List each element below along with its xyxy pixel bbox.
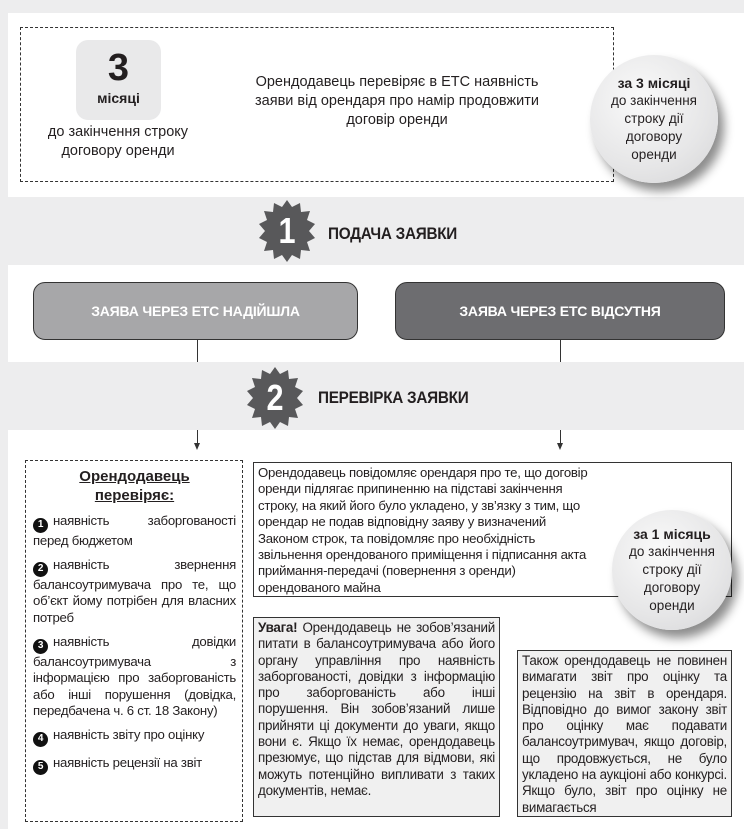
step1-star [259,200,315,262]
branch-received: ЗАЯВА ЧЕРЕЗ ЕТС НАДІЙШЛА [33,282,358,340]
attention-label: Увага! [258,620,298,635]
deadline-circle-3-months [590,55,718,183]
check-text: наявність звернення балансоутримувача про те, що об’єкт йому потрібен для власних потреб [33,557,236,625]
check-text: наявність довідки балансоутримувача з інформацією про заборгованість або інші порушення (довідка, передбачена ч. 6 ст. 18 Закону) [33,634,236,718]
circle-text: до закінчення строку дії договору оренди [611,93,697,162]
circle-bold: за 1 місяць [633,526,711,542]
step2-star [247,367,303,429]
circle-text: до закінчення строку дії договору оренди [629,544,715,613]
arrow-line [197,430,198,444]
checks-title: Орендодавець перевіряє: [79,468,190,504]
circle-bold: за 3 місяці [617,75,691,91]
attention-text: Орендодавець не зобов’язаний питати в балансоутримувача або його органу управління про наявність заборгованості, довідки з інформацію про заборгованість або інші порушення. Він зобов’язаний лише прийняти ці документи до уваги, якщо вони є. Якщо їх немає, орендодавець презюмує, що підстав для відмови, які можуть потенційно випливати з таких документів, немає. [258,620,495,798]
check-text: наявність заборгованості перед бюджетом [33,513,236,548]
check-text: наявність звіту про оцінку [53,727,205,743]
step2-title: ПЕРЕВІРКА ЗАЯВКИ [318,388,469,407]
arrow-line [560,430,561,444]
also-text: Також орендодавець не повинен вимагати звіт про оцінку та рецензію на звіт в орендаря. Відповідно до вимог закону звіт про оцінку має подавати балансоутримувач, якщо договір, що продовжується, не було укладено на аукціоні або конкурсі. Якщо було, звіт про оцінку не вимагається [522,653,727,815]
step1-number: 1 [278,210,296,251]
check-item [33,634,236,719]
also-box [517,650,732,817]
deadline-circle-1-month [612,510,732,630]
check-item [33,557,236,626]
badge-unit: місяці [97,90,140,106]
check-item [33,727,236,747]
top-band [0,0,744,13]
badge-caption: до закінчення строку договору оренди [47,124,189,159]
number-circle-icon: 5 [33,760,48,775]
connector-line [560,340,561,362]
check-text: наявність рецензії на звіт [53,755,202,771]
branch-absent: ЗАЯВА ЧЕРЕЗ ЕТС ВІДСУТНЯ [395,282,725,340]
arrow-down-icon [194,443,200,450]
connector-line [197,340,198,362]
top-description: Орендодавець перевіряє в ЕТС наявність заяви від орендаря про намір продовжити договір оренди [255,74,539,128]
arrow-down-icon [557,443,563,450]
attention-box [253,617,500,817]
notice-text: Орендодавець повідомляє орендаря про те, що договір оренди підлягає припиненню на підставі закінчення строку, на який його було укладено, у зв’язку з тим, що орендар не подав відповідну заяву у визначений Законом строк, та повідомляє про необхідність звільнення орендованого приміщення і підписання акта приймання-передачі (повернення з оренди) орендованого майна [258,465,588,595]
check-item [33,755,236,775]
number-circle-icon: 1 [33,518,48,533]
checks-box [25,460,243,822]
number-circle-icon: 4 [33,732,48,747]
check-item [33,513,236,549]
months-badge [76,40,161,120]
number-circle-icon: 2 [33,562,48,577]
step2-number: 2 [266,377,284,418]
checks-list [33,513,236,775]
step1-title: ПОДАЧА ЗАЯВКИ [328,224,458,243]
badge-number: 3 [107,47,130,89]
number-circle-icon: 3 [33,639,48,654]
